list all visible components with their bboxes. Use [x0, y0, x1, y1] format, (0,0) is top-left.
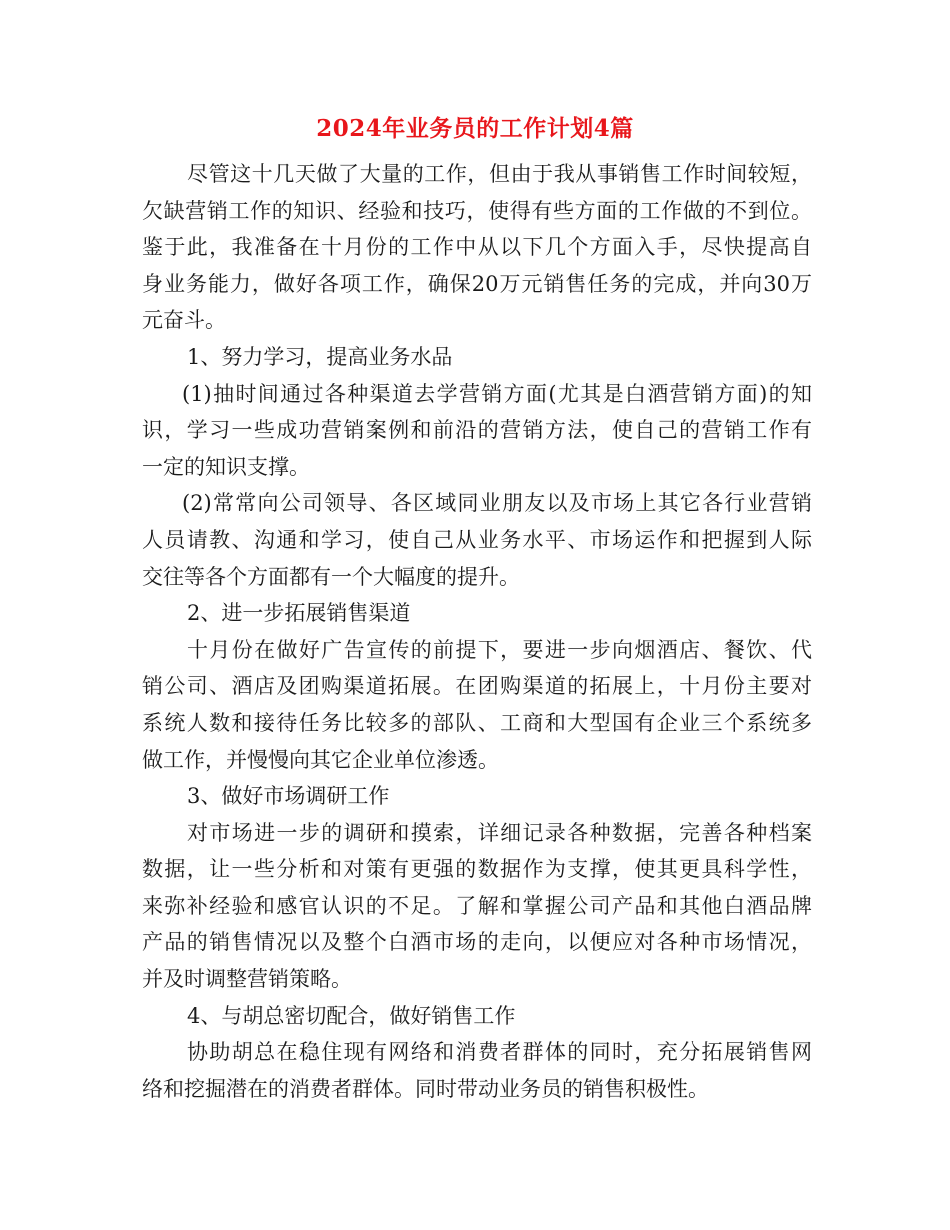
section-heading: 2、进一步拓展销售渠道 — [187, 601, 411, 626]
paragraph-line: 元奋斗。 — [142, 308, 226, 333]
paragraph-line: 产品的销售情况以及整个白酒市场的走向，以便应对各种市场情况， — [142, 930, 812, 955]
paragraph-line: 数据，让一些分析和对策有更强的数据作为支撑，使其更具科学性， — [142, 857, 812, 882]
paragraph-line: 络和挖掘潜在的消费者群体。同时带动业务员的销售积极性。 — [142, 1076, 709, 1101]
paragraph-line: (1)抽时间通过各种渠道去学营销方面(尤其是白酒营销方面)的知 — [182, 381, 812, 406]
paragraph-line: 并及时调整营销策略。 — [142, 967, 352, 992]
paragraph-line: 尽管这十几天做了大量的工作，但由于我从事销售工作时间较短， — [187, 162, 812, 186]
paragraph-line: 鉴于此，我准备在十月份的工作中从以下几个方面入手，尽快提高自 — [142, 235, 812, 260]
section-heading: 3、做好市场调研工作 — [187, 784, 390, 809]
paragraph-line: 协助胡总在稳住现有网络和消费者群体的同时，充分拓展销售网 — [187, 1040, 812, 1065]
document-body — [142, 156, 812, 1107]
paragraph-line: 身业务能力，做好各项工作，确保20万元销售任务的完成，并向30万 — [142, 271, 812, 296]
paragraph-line: 系统人数和接待任务比较多的部队、工商和大型国有企业三个系统多 — [142, 710, 812, 735]
paragraph-line: 对市场进一步的调研和摸索，详细记录各种数据，完善各种档案 — [187, 820, 812, 845]
paragraph-line: 一定的知识支撑。 — [142, 454, 310, 479]
paragraph-line: 十月份在做好广告宣传的前提下，要进一步向烟酒店、餐饮、代 — [187, 637, 812, 662]
section-heading: 1、努力学习，提高业务水品 — [187, 344, 453, 369]
paragraph-line: 识，学习一些成功营销案例和前沿的营销方法，使自己的营销工作有 — [142, 418, 812, 443]
paragraph-line: (2)常常向公司领导、各区域同业朋友以及市场上其它各行业营销 — [182, 491, 812, 516]
paragraph-line: 交往等各个方面都有一个大幅度的提升。 — [142, 564, 520, 589]
paragraph-line: 来弥补经验和感官认识的不足。了解和掌握公司产品和其他白酒品牌 — [142, 893, 812, 918]
paragraph-line: 做工作，并慢慢向其它企业单位渗透。 — [142, 747, 499, 772]
paragraph-line: 人员请教、沟通和学习，使自己从业务水平、市场运作和把握到人际 — [142, 527, 812, 552]
paragraph-line: 销公司、酒店及团购渠道拓展。在团购渠道的拓展上，十月份主要对 — [142, 674, 812, 699]
document-title: 2024年业务员的工作计划4篇 — [316, 115, 634, 142]
paragraph-line: 欠缺营销工作的知识、经验和技巧，使得有些方面的工作做的不到位。 — [142, 198, 812, 223]
section-heading: 4、与胡总密切配合，做好销售工作 — [187, 1003, 516, 1028]
